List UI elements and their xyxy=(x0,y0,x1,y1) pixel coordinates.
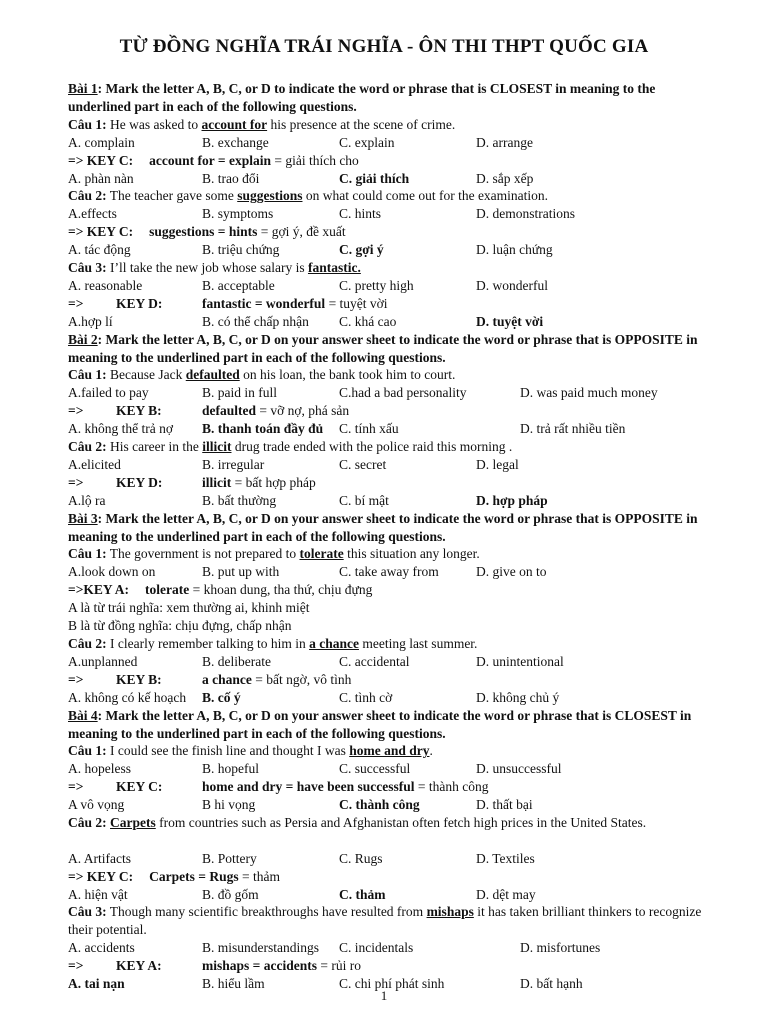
question-stem xyxy=(68,366,718,384)
question-text: this situation any longer. xyxy=(343,546,480,562)
key-relation: fantastic = wonderful xyxy=(202,295,326,311)
translation-option: B. cố ý xyxy=(202,689,241,705)
answer-key xyxy=(68,152,718,170)
key-relation: a chance xyxy=(202,671,252,687)
translation-option: A. không thể trả nợ xyxy=(68,421,173,437)
key-letter: KEY C: xyxy=(116,779,163,795)
answer-option: A.look down on xyxy=(68,564,156,580)
translations xyxy=(68,170,718,188)
key-letter: KEY D: xyxy=(116,295,163,311)
translation-option: D. luận chứng xyxy=(476,242,553,258)
answer-options xyxy=(68,760,718,778)
translation-option: D. tuyệt vời xyxy=(476,313,544,329)
section-label: Bài 1 xyxy=(68,81,98,96)
page-number: 1 xyxy=(380,988,388,1003)
question-text: Though many scientific breakthroughs have resulted from xyxy=(106,904,427,920)
translation-option: D. trả rất nhiều tiền xyxy=(520,421,626,437)
key-meaning: = tuyệt vời xyxy=(325,295,388,311)
key-definition xyxy=(202,402,349,420)
key-definition xyxy=(149,869,280,884)
answer-option: C.had a bad personality xyxy=(339,385,467,401)
translation-option: B. đồ gốm xyxy=(202,886,259,902)
section-label: Bài 2 xyxy=(68,331,98,347)
answer-option: A.elicited xyxy=(68,456,121,472)
key-arrow: => xyxy=(68,779,84,795)
translation-option: A. hiện vật xyxy=(68,886,128,902)
answer-options xyxy=(68,850,718,868)
section-instruction xyxy=(68,707,720,743)
key-meaning: = bất ngờ, vô tình xyxy=(251,671,352,687)
answer-options xyxy=(68,456,718,474)
underlined-target: fantastic. xyxy=(307,260,361,275)
key-arrow: => KEY C: xyxy=(68,224,134,240)
question-stem xyxy=(68,814,720,850)
section-instruction-text: : Mark the letter A, B, C, or D on your answer sheet to indicate the word or phrase that is CLOSEST in meaning to the underlined part in each of the following questions. xyxy=(68,707,692,741)
translation-option: A.lộ ra xyxy=(68,492,106,508)
translation-option: A. phàn nàn xyxy=(68,170,134,186)
section-instruction xyxy=(68,510,720,546)
section-instruction xyxy=(68,80,720,116)
translation-option: C. gợi ý xyxy=(339,242,384,258)
page-title: TỪ ĐỒNG NGHĨA TRÁI NGHĨA - ÔN THI THPT QUỐC GIA xyxy=(119,36,649,57)
translation-option: B. có thể chấp nhận xyxy=(202,313,309,329)
key-definition xyxy=(149,153,359,168)
translation-option: D. không chủ ý xyxy=(476,689,560,705)
answer-option: A.effects xyxy=(68,206,117,222)
question-number: Câu 2: xyxy=(68,188,107,204)
translation-option: B. hiểu lầm xyxy=(202,976,265,991)
key-meaning: = bất hợp pháp xyxy=(231,474,316,490)
question-text: The teacher gave some xyxy=(106,188,238,204)
key-arrow: => xyxy=(68,403,84,419)
answer-option: C. secret xyxy=(339,456,387,472)
key-relation: suggestions = hints xyxy=(149,224,258,240)
key-note xyxy=(68,599,718,617)
key-note-text: A là từ trái nghĩa: xem thường ai, khinh miệt xyxy=(68,600,310,616)
answer-option: B. paid in full xyxy=(202,385,277,401)
answer-option: A.failed to pay xyxy=(68,385,149,401)
answer-options xyxy=(68,563,718,581)
answer-option: C. incidentals xyxy=(339,940,414,956)
answer-option: D. wonderful xyxy=(476,277,548,293)
question-text: from countries such as Persia and Afghanistan often fetch high prices in the United States. xyxy=(155,814,647,830)
translation-option: B. triệu chứng xyxy=(202,242,280,258)
question-text: meeting last summer. xyxy=(358,635,478,651)
answer-key xyxy=(68,581,718,599)
answer-key xyxy=(68,402,718,420)
answer-key xyxy=(68,868,718,886)
answer-option: B. hopeful xyxy=(202,761,259,777)
translation-option: D. bất hạnh xyxy=(520,976,583,991)
key-relation: illicit xyxy=(202,474,232,490)
question-stem xyxy=(68,903,720,939)
key-arrow: => KEY C: xyxy=(68,152,134,168)
underlined-target: suggestions xyxy=(237,188,303,204)
answer-options xyxy=(68,939,718,957)
translation-option: A. tác động xyxy=(68,242,131,258)
answer-key xyxy=(68,671,718,689)
translation-option: C. tính xấu xyxy=(339,421,399,437)
translation-option: B. thanh toán đầy đủ xyxy=(202,421,324,437)
answer-option: D. demonstrations xyxy=(476,206,575,222)
key-note-text: B là từ đồng nghĩa: chịu đựng, chấp nhận xyxy=(68,618,292,633)
question-number: Câu 2: xyxy=(68,814,107,830)
question-number: Câu 1: xyxy=(68,743,107,759)
key-meaning: = khoan dung, tha thứ, chịu đựng xyxy=(189,582,373,598)
key-relation: tolerate xyxy=(145,582,190,598)
answer-key xyxy=(68,474,718,492)
key-meaning: = giải thích cho xyxy=(270,152,359,168)
question-text: drug trade ended with the police raid this morning . xyxy=(231,439,513,454)
question-text: . xyxy=(429,743,433,759)
translations xyxy=(68,241,718,259)
question-text: I could see the finish line and thought I was xyxy=(106,743,350,759)
answer-options xyxy=(68,384,718,402)
underlined-target: Carpets xyxy=(110,814,156,830)
question-text: his presence at the scene of crime. xyxy=(267,116,456,132)
underlined-target: home and dry xyxy=(349,743,430,759)
answer-option: C. pretty high xyxy=(339,277,414,293)
section-label: Bài 4 xyxy=(68,707,98,723)
section-label: Bài 3 xyxy=(68,510,98,526)
key-letter: KEY A: xyxy=(116,958,162,974)
translation-option: A vô vọng xyxy=(68,797,125,812)
question-stem xyxy=(68,742,718,760)
translation-option: D. hợp pháp xyxy=(476,492,548,508)
key-arrow: => xyxy=(68,474,84,490)
translation-option: C. giải thích xyxy=(339,170,410,186)
key-relation: mishaps = accidents xyxy=(202,958,317,974)
key-arrow: =>KEY A: xyxy=(68,582,130,598)
question-stem xyxy=(68,116,718,134)
translation-option: B. trao đổi xyxy=(202,170,260,186)
answer-option: D. Textiles xyxy=(476,850,535,866)
answer-key xyxy=(68,223,718,241)
answer-key xyxy=(68,957,718,975)
key-relation: Carpets = Rugs xyxy=(149,868,239,884)
translations xyxy=(68,313,718,331)
answer-option: B. deliberate xyxy=(202,653,271,669)
answer-option: D. legal xyxy=(476,456,519,472)
answer-option: A. reasonable xyxy=(68,277,143,293)
key-definition xyxy=(202,671,351,689)
key-arrow: => xyxy=(68,958,84,974)
question-number: Câu 1: xyxy=(68,367,107,383)
translations xyxy=(68,886,718,904)
underlined-target: a chance xyxy=(309,635,359,651)
answer-option: D. unintentional xyxy=(476,653,564,669)
key-definition xyxy=(202,957,361,975)
translation-option: B hi vọng xyxy=(202,797,256,812)
key-definition xyxy=(145,582,372,597)
answer-option: D. unsuccessful xyxy=(476,761,562,777)
key-meaning: = vỡ nợ, phá sản xyxy=(256,403,350,419)
key-letter: KEY D: xyxy=(116,474,163,490)
translation-option: C. tình cờ xyxy=(339,689,393,705)
translation-option: A. không có kế hoạch xyxy=(68,689,187,705)
section-instruction-text: : Mark the letter A, B, C, or D on your answer sheet to indicate the word or phrase that is OPPOSITE in meaning to the underlined part in each of the following questions. xyxy=(68,331,698,365)
translations xyxy=(68,796,718,814)
question-text: He was asked to xyxy=(106,116,202,132)
answer-option: A. accidents xyxy=(68,940,135,956)
answer-option: A. hopeless xyxy=(68,761,131,777)
question-number: Câu 1: xyxy=(68,116,107,132)
underlined-target: defaulted xyxy=(185,367,240,383)
underlined-target: illicit xyxy=(202,439,232,454)
key-note xyxy=(68,617,718,635)
answer-option: A.unplanned xyxy=(68,653,138,669)
translation-option: D. dệt may xyxy=(476,886,536,902)
section-instruction-text: : Mark the letter A, B, C, or D to indicate the word or phrase that is CLOSEST in meaning to the underlined part in each of the following questions. xyxy=(68,81,656,114)
answer-option: C. Rugs xyxy=(339,850,383,866)
question-number: Câu 1: xyxy=(68,546,107,562)
question-text: I clearly remember talking to him in xyxy=(106,635,310,651)
question-stem xyxy=(68,259,718,277)
answer-option: B. exchange xyxy=(202,134,269,150)
answer-option: D. give on to xyxy=(476,564,547,580)
key-letter: KEY B: xyxy=(116,671,162,687)
key-arrow: => xyxy=(68,295,84,311)
answer-options xyxy=(68,205,718,223)
question-text: Because Jack xyxy=(106,367,186,383)
key-relation: account for = explain xyxy=(149,152,271,168)
answer-option: C. successful xyxy=(339,761,411,777)
key-relation: home and dry = have been successful xyxy=(202,779,415,795)
section-instruction-text: : Mark the letter A, B, C, or D on your answer sheet to indicate the word or phrase that is OPPOSITE in meaning to the underlined part in each of the following questions. xyxy=(68,510,698,544)
question-stem xyxy=(68,187,718,205)
answer-option: B. irregular xyxy=(202,456,265,472)
key-definition xyxy=(202,778,488,796)
question-number: Câu 3: xyxy=(68,260,107,275)
answer-option: C. explain xyxy=(339,134,395,150)
question-stem xyxy=(68,635,718,653)
answer-option: C. accidental xyxy=(339,653,410,669)
question-number: Câu 2: xyxy=(68,439,107,454)
answer-option: B. Pottery xyxy=(202,850,257,866)
section-instruction xyxy=(68,331,720,367)
answer-key xyxy=(68,295,718,313)
key-arrow: => xyxy=(68,671,84,687)
answer-option: D. was paid much money xyxy=(520,385,658,401)
question-number: Câu 3: xyxy=(68,904,107,920)
answer-option: C. hints xyxy=(339,206,382,222)
translation-option: B. bất thường xyxy=(202,492,277,508)
key-meaning: = rủi ro xyxy=(316,958,361,974)
answer-option: D. misfortunes xyxy=(520,940,601,956)
key-relation: defaulted xyxy=(202,403,256,419)
translation-option: C. khá cao xyxy=(339,313,397,329)
underlined-target: account for xyxy=(201,116,268,132)
key-meaning: = thảm xyxy=(238,868,280,884)
translation-option: C. thảm xyxy=(339,886,386,902)
translation-option: C. thành công xyxy=(339,797,420,812)
key-letter: KEY B: xyxy=(116,403,162,419)
answer-option: A. complain xyxy=(68,134,135,150)
answer-option: A. Artifacts xyxy=(68,850,131,866)
key-definition xyxy=(149,224,345,239)
question-text: on his loan, the bank took him to court. xyxy=(239,367,456,383)
answer-options xyxy=(68,277,718,295)
answer-option: B. misunderstandings xyxy=(202,940,319,956)
answer-option: C. take away from xyxy=(339,564,439,580)
answer-key xyxy=(68,778,718,796)
question-text: His career in the xyxy=(106,439,203,454)
underlined-target: tolerate xyxy=(299,546,344,562)
question-text: I’ll take the new job whose salary is xyxy=(106,260,308,275)
key-meaning: = thành công xyxy=(414,779,489,795)
translation-option: C. chi phí phát sinh xyxy=(339,976,445,991)
question-text: The government is not prepared to xyxy=(106,546,300,562)
translation-option: A. tai nạn xyxy=(68,976,125,991)
translation-option: A.hợp lí xyxy=(68,313,113,329)
translations xyxy=(68,492,718,510)
question-stem xyxy=(68,438,718,456)
translations xyxy=(68,420,718,438)
answer-option: D. arrange xyxy=(476,134,533,150)
question-text: it has taken brilliant thinkers to recognize their potential. xyxy=(68,904,702,938)
key-meaning: = gợi ý, đề xuất xyxy=(257,224,346,240)
answer-option: B. symptoms xyxy=(202,206,274,222)
key-arrow: => KEY C: xyxy=(68,868,134,884)
question-number: Câu 2: xyxy=(68,635,107,651)
translations xyxy=(68,689,718,707)
answer-option: B. put up with xyxy=(202,564,280,580)
answer-options xyxy=(68,653,718,671)
translation-option: D. thất bại xyxy=(476,797,533,812)
question-text: on what could come out for the examination. xyxy=(302,188,549,204)
answer-option: B. acceptable xyxy=(202,277,275,293)
question-stem xyxy=(68,545,718,563)
answer-options xyxy=(68,134,718,152)
translation-option: C. bí mật xyxy=(339,492,389,508)
underlined-target: mishaps xyxy=(426,904,474,920)
translation-option: D. sắp xếp xyxy=(476,170,534,186)
key-definition xyxy=(202,295,388,313)
key-definition xyxy=(202,474,316,492)
